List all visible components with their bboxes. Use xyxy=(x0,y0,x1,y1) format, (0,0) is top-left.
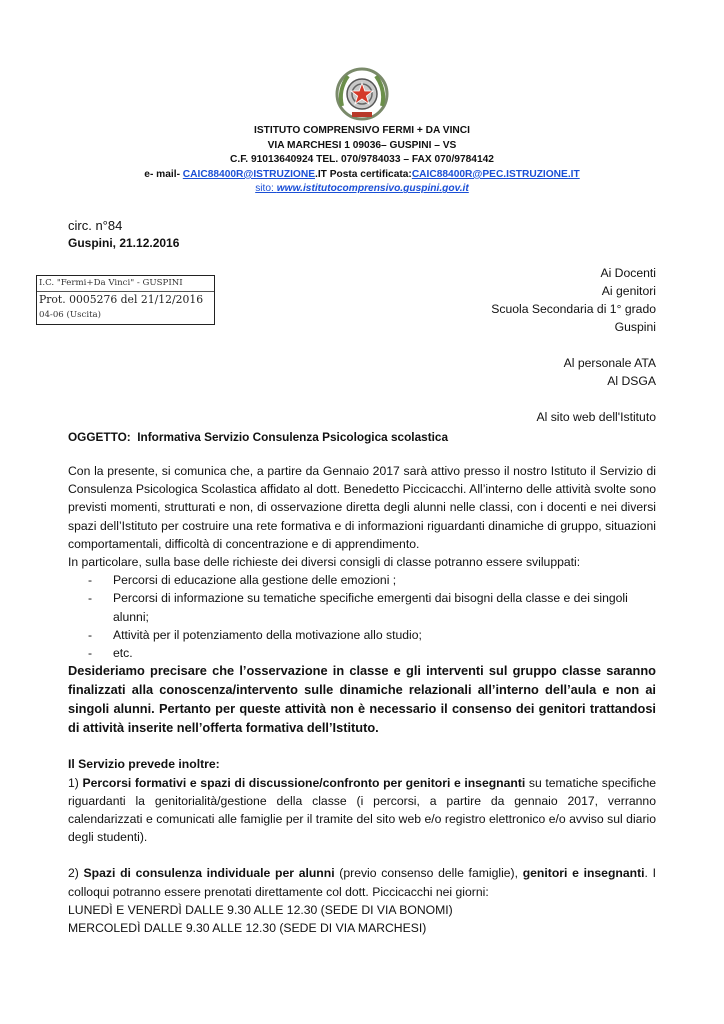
bold-notice: Desideriamo precisare che l’osservazione in classe e gli interventi sul gruppo classe saranno finalizzati alla conoscenza/intervento sulle dinamiche relazionali all’interno dell’aula e non ai singoli alunni. Pertanto per queste attività non è necessario il consenso dei genitori trattandosi di attività inserite nell’offerta formativa dell’Istituto. xyxy=(68,663,656,735)
protocol-stamp xyxy=(36,275,215,325)
service-1-number: 1) xyxy=(68,775,83,790)
service-2-title-2: genitori e insegnanti xyxy=(522,866,645,881)
recipients-block xyxy=(491,264,656,426)
recipient: Al sito web dell'Istituto xyxy=(536,410,656,424)
email-suffix: .IT Posta certificata: xyxy=(315,168,412,180)
service-2 xyxy=(68,864,656,900)
school-address: VIA MARCHESI 1 09036– GUSPINI – VS xyxy=(267,139,457,151)
service-2-number: 2) xyxy=(68,866,84,881)
circular-number: circ. n°84 xyxy=(68,218,123,233)
stamp-divider xyxy=(37,291,214,292)
schedule-line: MERCOLEDÌ DALLE 9.30 ALLE 12.30 (SEDE DI VIA MARCHESI) xyxy=(68,921,427,936)
service-1 xyxy=(68,774,656,847)
email-prefix: e- mail- xyxy=(144,168,183,180)
recipient: Ai genitori xyxy=(601,284,656,298)
site-line xyxy=(0,182,724,197)
services-heading: Il Servizio prevede inoltre: xyxy=(68,757,220,772)
subject-text: Informativa Servizio Consulenza Psicologica scolastica xyxy=(137,430,449,444)
school-contacts: C.F. 91013640924 TEL. 070/9784033 – FAX 070/9784142 xyxy=(230,154,494,166)
recipient: Scuola Secondaria di 1° grado xyxy=(491,302,656,316)
schedule-line: LUNEDÌ E VENERDÌ DALLE 9.30 ALLE 12.30 (SEDE DI VIA BONOMI) xyxy=(68,902,453,917)
recipient: Ai Docenti xyxy=(600,266,656,280)
stamp-protocol: Prot. 0005276 del 21/12/2016 xyxy=(39,293,204,306)
pec-link[interactable]: CAIC88400R@PEC.ISTRUZIONE.IT xyxy=(411,168,580,180)
email-link[interactable]: CAIC88400R@ISTRUZIONE xyxy=(182,168,316,180)
service-1-text: su tematiche specifiche riguardanti la genitorialità/gestione della classe (i percorsi, a partire da gennaio 2017, verranno calendarizzati e comunicati alle famiglie per il tramite del sito web e/o registro elettronico e/o avviso sul diario degli studenti). xyxy=(68,775,656,845)
stamp-class: 04-06 (Uscita) xyxy=(39,310,102,320)
school-header xyxy=(0,124,724,197)
recipient: Al DSGA xyxy=(607,374,656,388)
school-name: ISTITUTO COMPRENSIVO FERMI + DA VINCI xyxy=(254,125,470,136)
site-prefix: sito: xyxy=(255,183,277,195)
letter-body xyxy=(68,462,656,937)
service-2-text: (previo consenso delle famiglie), xyxy=(334,866,523,881)
list-item: - Attività per il potenziamento della motivazione allo studio; xyxy=(68,626,656,644)
list-item: - Percorsi di informazione su tematiche specifiche emergenti dai bisogni della classe e dei singoli alunni; xyxy=(68,589,656,625)
intro-paragraph: Con la presente, si comunica che, a partire da Gennaio 2017 sarà attivo presso il nostro Istituto il Servizio di Consulenza Psicologica Scolastica affidato al dott. Benedetto Piccicacchi. All’interno delle attività svolte sono previsti momenti, strutturati e non, di osservazione diretta degli alunni nelle classi, con i docenti e nei diversi spazi dell’Istituto per costruire una rete formativa e di informazioni riguardanti dinamiche di gruppo, situazioni comportamentali, difficoltà di concentrazione e di apprendimento. xyxy=(68,464,656,551)
subject-label: OGGETTO: xyxy=(68,430,131,444)
circular-date: Guspini, 21.12.2016 xyxy=(68,236,180,250)
republic-emblem-icon xyxy=(334,66,390,122)
list-item: - Percorsi di educazione alla gestione delle emozioni ; xyxy=(68,571,656,589)
site-link[interactable]: www.istitutocomprensivo.guspini.gov.it xyxy=(276,183,469,195)
service-2-title: Spazi di consulenza individuale per alunni xyxy=(83,866,335,881)
service-1-title: Percorsi formativi e spazi di discussione/confronto per genitori e insegnanti xyxy=(82,775,526,790)
particular-paragraph: In particolare, sulla base delle richieste dei diversi consigli di classe potranno essere sviluppati: xyxy=(68,555,581,570)
list-item: - etc. xyxy=(68,644,656,662)
service-2-text-2: . I colloqui potranno essere prenotati direttamente col dott. Piccicacchi nei giorni: xyxy=(68,866,656,899)
recipient: Al personale ATA xyxy=(563,356,656,370)
email-line xyxy=(0,168,724,183)
activity-list xyxy=(68,571,656,662)
stamp-school: I.C. "Fermi+Da Vinci" - GUSPINI xyxy=(39,278,183,288)
subject-line xyxy=(68,430,448,444)
recipient: Guspini xyxy=(614,320,656,334)
